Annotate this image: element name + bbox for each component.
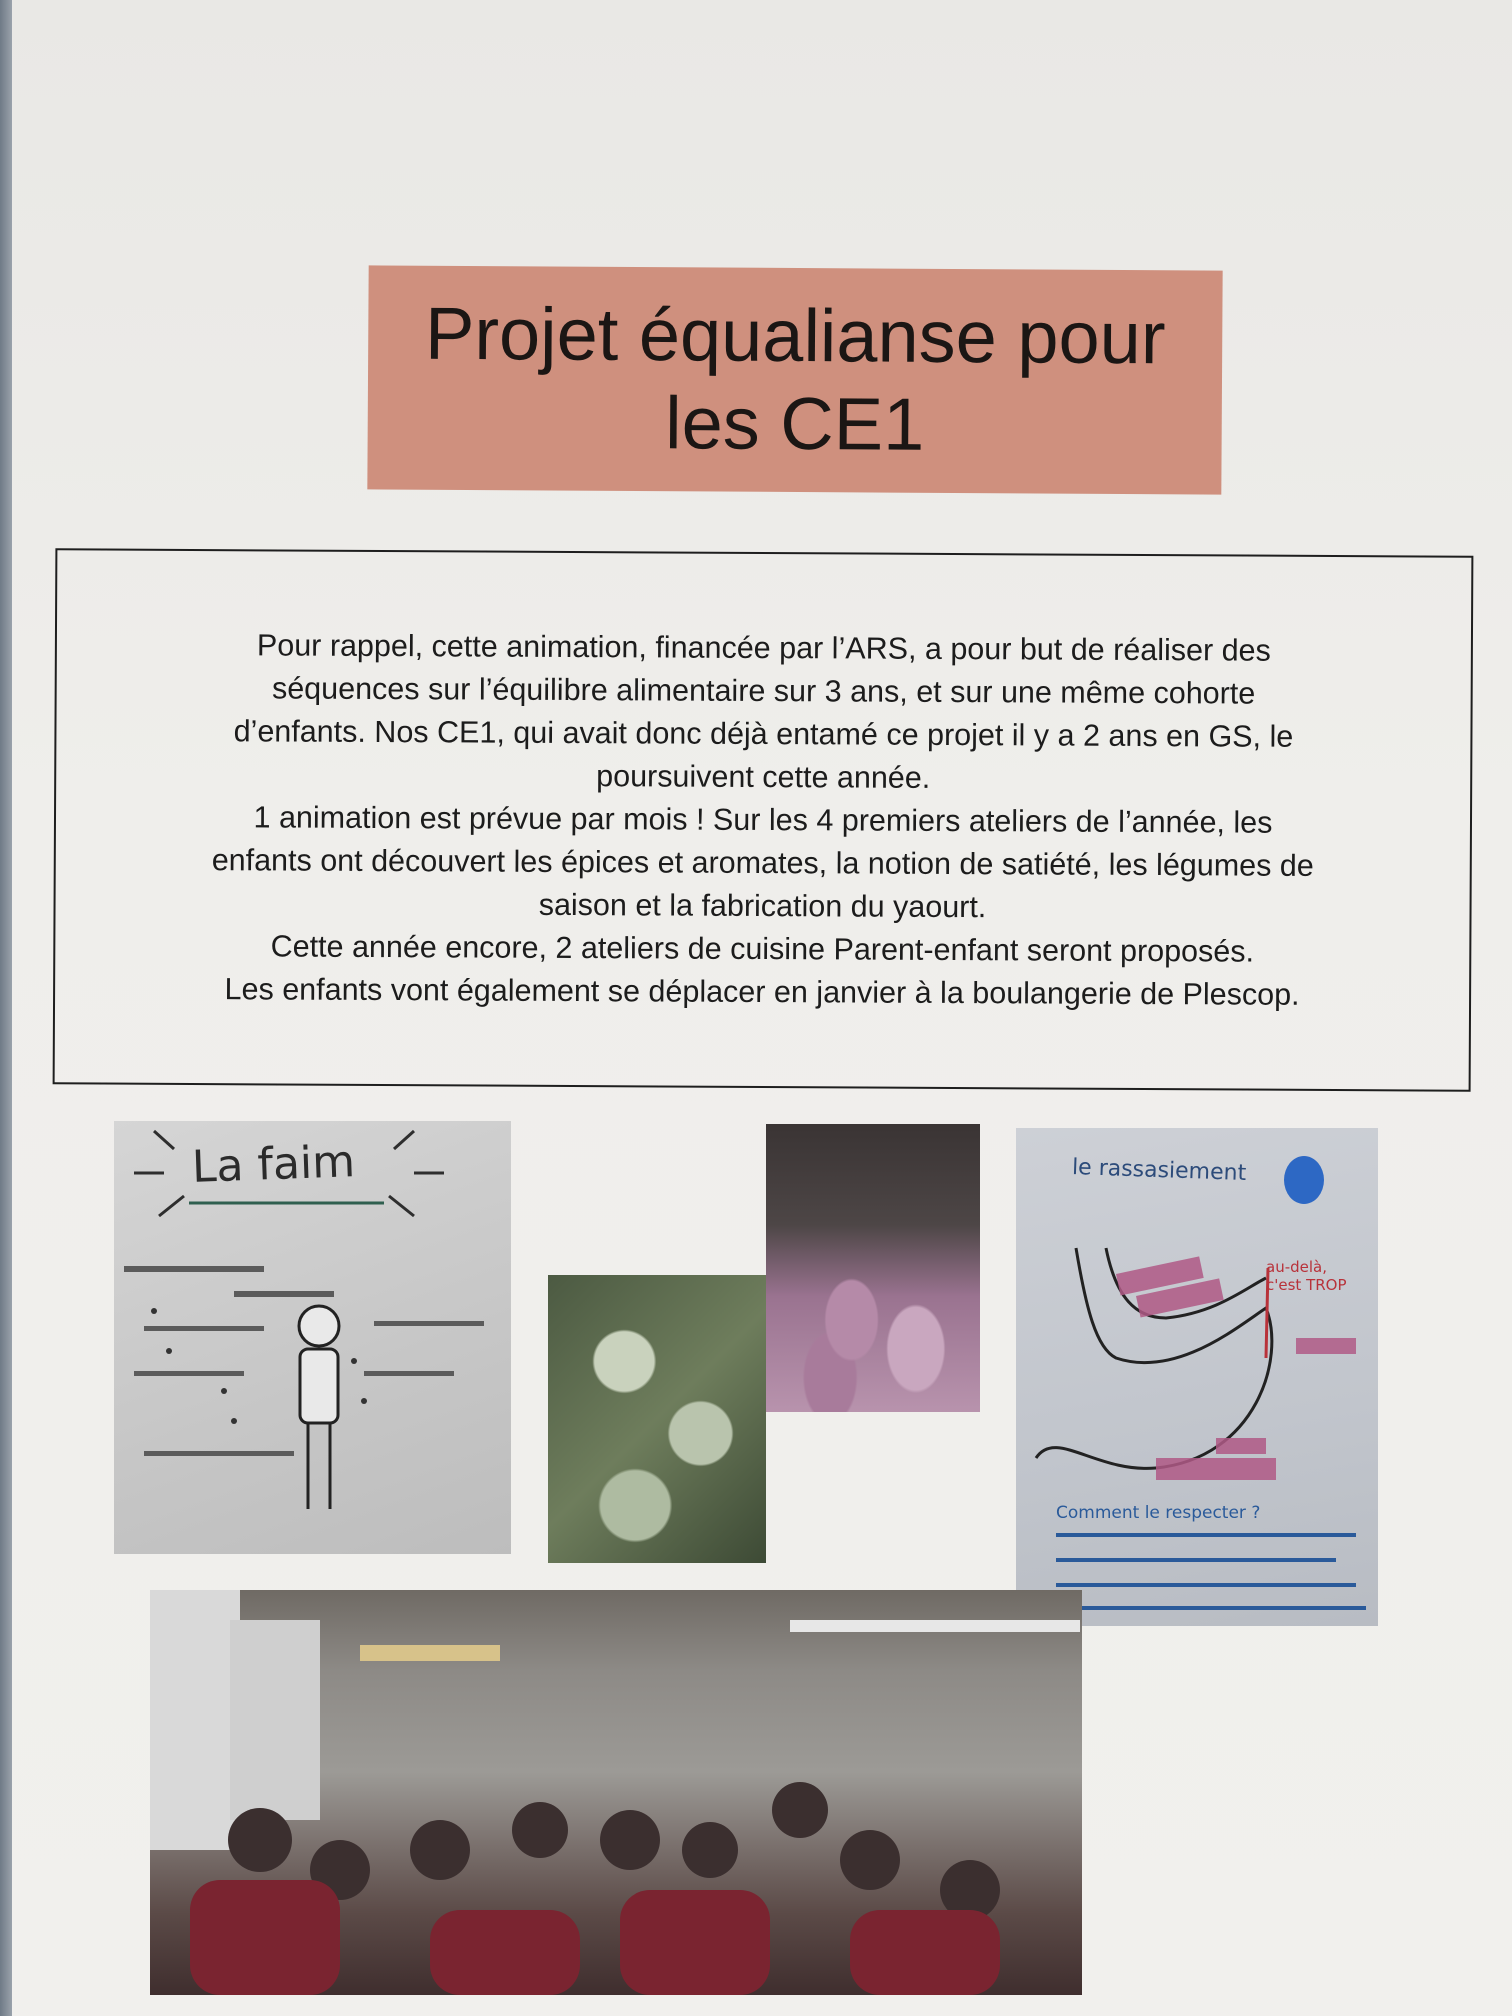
info-line: saison et la fabrication du yaourt. bbox=[538, 887, 987, 924]
info-line: Pour rappel, cette animation, financée par l’ARS, a pour but de réaliser des bbox=[256, 627, 1271, 668]
poster-heading: le rassasiement bbox=[1071, 1154, 1247, 1187]
stomach-drawing-icon bbox=[1016, 1128, 1378, 1626]
photo-rassasiement-poster bbox=[1016, 1128, 1378, 1626]
poster-question: Comment le respecter ? bbox=[1056, 1503, 1261, 1523]
info-line: poursuivent cette année. bbox=[596, 758, 931, 795]
photo-classroom bbox=[150, 1590, 1082, 1995]
photo-vegetables bbox=[548, 1275, 766, 1563]
info-line: séquences sur l’équilibre alimentaire sur 3 ans, et sur une même cohorte bbox=[271, 670, 1256, 711]
poster-note: au-delà, c'est TROP bbox=[1266, 1258, 1347, 1294]
info-line: Cette année encore, 2 ateliers de cuisine Parent-enfant seront proposés. bbox=[270, 928, 1255, 969]
page-edge bbox=[0, 0, 12, 2016]
info-box bbox=[53, 548, 1474, 1091]
photo-radishes bbox=[766, 1124, 980, 1412]
title-banner bbox=[367, 265, 1222, 494]
info-line: 1 animation est prévue par mois ! Sur les 4 premiers ateliers de l’année, les bbox=[253, 799, 1273, 840]
info-line: enfants ont découvert les épices et aromates, la notion de satiété, les légumes de bbox=[211, 842, 1314, 883]
page-title: Projet équalianse pour les CE1 bbox=[424, 291, 1166, 466]
poster-heading: La faim bbox=[191, 1136, 356, 1193]
classroom-scene-icon bbox=[150, 1590, 1082, 1995]
info-line: Les enfants vont également se déplacer en janvier à la boulangerie de Plescop. bbox=[224, 971, 1300, 1012]
info-line: d’enfants. Nos CE1, qui avait donc déjà entamé ce projet il y a 2 ans en GS, le bbox=[233, 713, 1294, 754]
photo-la-faim-poster bbox=[114, 1121, 511, 1554]
